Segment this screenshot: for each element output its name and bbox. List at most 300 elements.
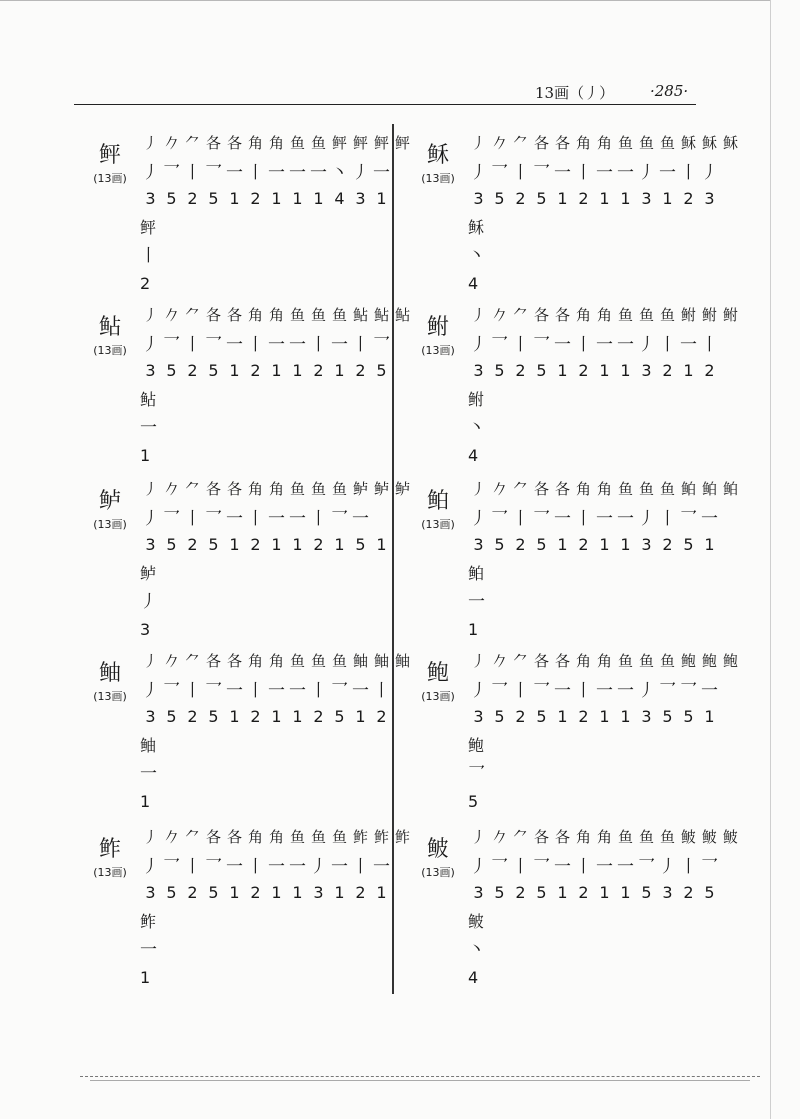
progression-step: 各: [205, 827, 221, 846]
stroke-order-grid: [468, 474, 741, 558]
stroke-shape: 一: [226, 856, 243, 877]
progression-step: 鱼: [617, 479, 633, 498]
stroke-number: 5: [355, 534, 366, 554]
stroke-shape: 丿: [638, 680, 655, 701]
stroke-number: 5: [166, 188, 177, 208]
stroke-shape: 一: [701, 680, 718, 701]
stroke-number: 2: [376, 706, 387, 726]
stroke-shape: 一: [617, 856, 634, 877]
headword-character: 鲌: [426, 489, 449, 514]
progression-step: 鱼: [331, 479, 347, 498]
dictionary-entry: [82, 474, 410, 644]
stroke-number-row: [468, 184, 741, 212]
stroke-shape: 丿: [638, 162, 655, 183]
progression-step: 各: [226, 651, 242, 670]
stroke-shape: 丿: [470, 680, 487, 701]
stroke-shape: 丨: [659, 334, 676, 355]
stroke-number: 2: [187, 706, 198, 726]
progression-step: 角: [247, 305, 263, 324]
progression-step: ⺈: [184, 479, 200, 498]
progression-step: 角: [575, 305, 591, 324]
progression-step: 各: [226, 827, 242, 846]
stroke-number: 3: [313, 882, 324, 902]
final-stroke-number: 1: [140, 968, 151, 987]
stroke-number: 1: [229, 706, 240, 726]
progression-step: 丿: [470, 133, 486, 152]
progression-step: 鱼: [617, 827, 633, 846]
final-stroke: [140, 560, 170, 644]
stroke-number: 1: [271, 706, 282, 726]
stroke-number: 1: [271, 188, 282, 208]
stroke-number: 1: [557, 534, 568, 554]
stroke-number: 5: [536, 882, 547, 902]
stroke-shape: 丿: [470, 856, 487, 877]
stroke-number: 1: [376, 534, 387, 554]
stroke-shape: 一: [226, 508, 243, 529]
stroke-number: 3: [145, 188, 156, 208]
stroke-number: 2: [250, 360, 261, 380]
headword-character: 鲊: [98, 837, 121, 862]
progression-step: 各: [205, 651, 221, 670]
dictionary-entry: [410, 128, 738, 298]
dictionary-entry: [82, 128, 410, 298]
progression-step: 鱼: [310, 827, 326, 846]
stroke-shape: 一: [268, 680, 285, 701]
stroke-number: 1: [229, 882, 240, 902]
stroke-number: 2: [515, 534, 526, 554]
stroke-shape: 一: [268, 856, 285, 877]
stroke-shape: 乛: [533, 334, 550, 355]
stroke-number: 2: [187, 360, 198, 380]
final-stroke-number: 4: [468, 274, 479, 293]
stroke-shape: 一: [226, 334, 243, 355]
stroke-shape: 丨: [352, 856, 369, 877]
stroke-number: 5: [536, 360, 547, 380]
progression-step: 鱼: [659, 305, 675, 324]
progression-step: ⺈: [512, 651, 528, 670]
stroke-shape: 丨: [512, 856, 529, 877]
progression-step: 鲆: [331, 133, 347, 152]
stroke-number: 2: [578, 706, 589, 726]
stroke-number: 5: [683, 534, 694, 554]
progression-step: 鲊: [352, 827, 368, 846]
progression-step: 鱼: [638, 305, 654, 324]
progression-step: 角: [596, 305, 612, 324]
stroke-shape: 乛: [491, 680, 508, 701]
stroke-shape: 丿: [142, 856, 159, 877]
stroke-shape: 丿: [470, 508, 487, 529]
progression-step: 角: [268, 305, 284, 324]
stroke-shape-row: [140, 502, 413, 530]
stroke-number: 2: [515, 882, 526, 902]
stroke-number: 2: [662, 360, 673, 380]
stroke-count-label: (13画): [421, 690, 455, 703]
dictionary-entry: [82, 646, 410, 816]
final-stroke: [468, 386, 498, 470]
stroke-shape: 乛: [163, 162, 180, 183]
stroke-number: 3: [145, 882, 156, 902]
stroke-shape: 乛: [205, 508, 222, 529]
stroke-shape: 一: [596, 162, 613, 183]
progression-step: 角: [247, 651, 263, 670]
stroke-number: 1: [620, 534, 631, 554]
progression-step: 鱼: [331, 305, 347, 324]
progression-step: 丿: [142, 479, 158, 498]
stroke-shape: 丿: [310, 856, 327, 877]
stroke-number: 1: [271, 534, 282, 554]
stroke-number: 2: [250, 188, 261, 208]
progression-step: ⺈: [512, 827, 528, 846]
stroke-number: 1: [334, 882, 345, 902]
stroke-shape: 丨: [247, 508, 264, 529]
progression-step: 鱼: [617, 133, 633, 152]
stroke-shape-row: [468, 502, 741, 530]
progression-step: 各: [533, 305, 549, 324]
progression-step: 各: [554, 133, 570, 152]
stroke-progression-row: [468, 474, 741, 502]
stroke-number: 5: [166, 706, 177, 726]
progression-step: 角: [247, 133, 263, 152]
stroke-number-row: [468, 878, 741, 906]
stroke-shape: 一: [680, 334, 697, 355]
footer-rule-secondary: [90, 1080, 750, 1081]
headword-character: 鲉: [98, 661, 121, 686]
headword-character: 鲍: [426, 661, 449, 686]
stroke-shape: 丨: [575, 680, 592, 701]
stroke-shape: 乛: [205, 856, 222, 877]
progression-step: 鱼: [659, 479, 675, 498]
stroke-number: 3: [641, 188, 652, 208]
stroke-number: 3: [641, 360, 652, 380]
stroke-progression-row: [140, 646, 413, 674]
final-character: 鲇: [140, 390, 157, 409]
final-character: 稣: [468, 218, 485, 237]
stroke-shape: 一: [289, 334, 306, 355]
stroke-number: 2: [515, 188, 526, 208]
final-stroke-number: 4: [468, 446, 479, 465]
final-character: 鲏: [468, 912, 485, 931]
progression-step: 鲉: [373, 651, 389, 670]
progression-step: ⺈: [512, 133, 528, 152]
stroke-shape: 丿: [142, 508, 159, 529]
progression-step: 𠂊: [163, 827, 179, 846]
progression-step: 鱼: [659, 651, 675, 670]
final-stroke-number: 2: [140, 274, 151, 293]
stroke-shape: 丨: [247, 856, 264, 877]
stroke-shape: 一: [373, 162, 390, 183]
progression-step: 各: [554, 479, 570, 498]
stroke-shape: 一: [289, 680, 306, 701]
progression-step: 鱼: [310, 479, 326, 498]
stroke-shape: 一: [596, 508, 613, 529]
stroke-number: 5: [494, 534, 505, 554]
stroke-number: 5: [166, 882, 177, 902]
progression-step: 鲏: [701, 827, 717, 846]
section-title: 13画（丿）: [535, 84, 615, 102]
stroke-shape: 丨: [310, 680, 327, 701]
stroke-number: 5: [334, 706, 345, 726]
stroke-shape: 乛: [659, 680, 676, 701]
stroke-shape: 乛: [680, 680, 697, 701]
stroke-progression-row: [140, 300, 413, 328]
stroke-number: 1: [271, 882, 282, 902]
progression-step: 角: [575, 651, 591, 670]
headword-character: 稣: [426, 143, 449, 168]
stroke-shape: 丨: [512, 508, 529, 529]
progression-step: 各: [554, 305, 570, 324]
stroke-shape: 丨: [659, 508, 676, 529]
stroke-number: 5: [166, 360, 177, 380]
stroke-number: 5: [208, 534, 219, 554]
final-stroke-shape: 一: [140, 418, 157, 438]
progression-step: 鲆: [373, 133, 389, 152]
headword-character: 鲇: [98, 315, 121, 340]
stroke-count-label: (13画): [421, 344, 455, 357]
stroke-number: 3: [145, 360, 156, 380]
final-character: 鲊: [140, 912, 157, 931]
stroke-shape-row: [468, 156, 741, 184]
final-stroke: [468, 908, 498, 992]
stroke-shape-row: [468, 328, 741, 356]
stroke-number: 5: [376, 360, 387, 380]
stroke-number: 1: [292, 706, 303, 726]
progression-step: 丿: [142, 133, 158, 152]
final-character: 鲈: [140, 564, 157, 583]
stroke-shape: 一: [352, 508, 369, 529]
stroke-shape-row: [140, 156, 413, 184]
progression-step: 各: [554, 651, 570, 670]
progression-step: 鲈: [373, 479, 389, 498]
stroke-shape-row: [140, 674, 413, 702]
final-character: 鲌: [468, 564, 485, 583]
progression-step: 鱼: [289, 651, 305, 670]
stroke-count-label: (13画): [421, 172, 455, 185]
stroke-number: 2: [313, 360, 324, 380]
stroke-shape: 乛: [491, 334, 508, 355]
stroke-shape: 一: [596, 856, 613, 877]
final-stroke-number: 1: [468, 620, 479, 639]
dictionary-entry: [410, 474, 738, 644]
final-stroke-shape: 丶: [468, 940, 485, 960]
stroke-order-grid: [140, 474, 413, 558]
stroke-number: 1: [292, 360, 303, 380]
progression-step: 角: [596, 827, 612, 846]
final-stroke-number: 5: [468, 792, 479, 811]
stroke-shape: 乛: [491, 508, 508, 529]
progression-step: 鲆: [352, 133, 368, 152]
stroke-number: 3: [473, 188, 484, 208]
progression-step: ⺈: [184, 827, 200, 846]
progression-step: 稣: [722, 133, 738, 152]
stroke-number: 1: [229, 534, 240, 554]
stroke-number: 1: [292, 188, 303, 208]
stroke-number: 5: [536, 188, 547, 208]
progression-step: 角: [268, 479, 284, 498]
stroke-shape: 丨: [575, 162, 592, 183]
stroke-shape: 一: [289, 508, 306, 529]
stroke-number: 2: [313, 534, 324, 554]
stroke-shape: 乛: [163, 856, 180, 877]
stroke-progression-row: [140, 822, 413, 850]
stroke-shape: 一: [617, 508, 634, 529]
stroke-number: 1: [599, 188, 610, 208]
progression-step: 鲍: [722, 651, 738, 670]
dictionary-entry: [82, 300, 410, 470]
stroke-shape: 丨: [701, 334, 718, 355]
progression-step: 鲇: [394, 305, 410, 324]
stroke-shape: 丨: [512, 680, 529, 701]
progression-step: 鱼: [310, 133, 326, 152]
stroke-shape: 丿: [659, 856, 676, 877]
progression-step: ⺈: [184, 305, 200, 324]
header-rule: [74, 104, 696, 105]
stroke-number: 1: [334, 534, 345, 554]
stroke-shape: 一: [554, 856, 571, 877]
stroke-number: 1: [599, 360, 610, 380]
stroke-shape: 一: [268, 508, 285, 529]
progression-step: 𠂊: [163, 479, 179, 498]
progression-step: 角: [268, 133, 284, 152]
running-head: [0, 82, 800, 104]
progression-step: 丿: [470, 651, 486, 670]
stroke-shape: 乛: [533, 508, 550, 529]
stroke-number: 5: [166, 534, 177, 554]
stroke-shape: 乛: [680, 508, 697, 529]
final-stroke: [468, 732, 498, 816]
progression-step: 鲌: [722, 479, 738, 498]
stroke-number: 3: [473, 882, 484, 902]
progression-step: 角: [596, 133, 612, 152]
progression-step: 各: [205, 479, 221, 498]
progression-step: 各: [533, 827, 549, 846]
stroke-shape: 一: [617, 334, 634, 355]
stroke-number: 3: [145, 706, 156, 726]
headword-character: 鲈: [98, 489, 121, 514]
stroke-number-row: [140, 878, 413, 906]
headword-character: 鲆: [98, 143, 121, 168]
stroke-progression-row: [468, 128, 741, 156]
stroke-shape: 一: [701, 508, 718, 529]
progression-step: 角: [247, 827, 263, 846]
progression-step: 丿: [470, 305, 486, 324]
progression-step: 鱼: [659, 133, 675, 152]
stroke-shape: 丨: [512, 334, 529, 355]
footer-rule: [80, 1076, 760, 1077]
progression-step: 鱼: [617, 651, 633, 670]
stroke-number-row: [468, 702, 741, 730]
stroke-progression-row: [468, 300, 741, 328]
stroke-number: 1: [376, 188, 387, 208]
stroke-number-row: [140, 702, 413, 730]
stroke-number: 1: [620, 188, 631, 208]
progression-step: 鲌: [701, 479, 717, 498]
stroke-number: 5: [208, 706, 219, 726]
progression-step: 鱼: [638, 133, 654, 152]
stroke-order-grid: [140, 128, 413, 212]
final-stroke-shape: 乛: [468, 764, 485, 784]
stroke-number: 3: [473, 706, 484, 726]
progression-step: 鱼: [289, 133, 305, 152]
stroke-number: 5: [208, 188, 219, 208]
progression-step: 鱼: [638, 479, 654, 498]
stroke-number: 1: [620, 882, 631, 902]
stroke-number: 2: [578, 188, 589, 208]
progression-step: 各: [205, 133, 221, 152]
stroke-number: 5: [494, 706, 505, 726]
progression-step: ⺈: [184, 651, 200, 670]
stroke-number: 4: [334, 188, 345, 208]
final-stroke-shape: 丨: [140, 246, 157, 266]
stroke-number: 2: [515, 706, 526, 726]
stroke-shape: 一: [352, 680, 369, 701]
stroke-shape: 一: [268, 334, 285, 355]
progression-step: 各: [533, 133, 549, 152]
stroke-shape: 一: [554, 508, 571, 529]
progression-step: 𠂊: [491, 479, 507, 498]
stroke-count-label: (13画): [93, 518, 127, 531]
progression-step: 鲈: [352, 479, 368, 498]
stroke-shape: 丨: [184, 508, 201, 529]
progression-step: 鱼: [331, 827, 347, 846]
stroke-number: 1: [334, 360, 345, 380]
stroke-shape-row: [140, 850, 413, 878]
final-stroke-number: 4: [468, 968, 479, 987]
final-stroke-shape: 丿: [140, 592, 157, 612]
progression-step: 丿: [142, 651, 158, 670]
progression-step: 各: [226, 305, 242, 324]
stroke-number: 1: [683, 360, 694, 380]
stroke-shape-row: [140, 328, 413, 356]
stroke-shape: 丨: [184, 334, 201, 355]
stroke-shape: 丨: [184, 856, 201, 877]
stroke-number-row: [468, 356, 741, 384]
progression-step: 丿: [142, 305, 158, 324]
progression-step: 鱼: [331, 651, 347, 670]
stroke-order-grid: [468, 646, 741, 730]
final-stroke-shape: 一: [140, 764, 157, 784]
stroke-number: 2: [187, 188, 198, 208]
progression-step: 角: [247, 479, 263, 498]
stroke-number: 1: [557, 188, 568, 208]
stroke-shape: 丿: [638, 508, 655, 529]
stroke-shape: 一: [554, 162, 571, 183]
stroke-shape: 一: [226, 162, 243, 183]
stroke-number: 2: [578, 360, 589, 380]
stroke-number: 5: [494, 360, 505, 380]
stroke-number: 1: [620, 360, 631, 380]
progression-step: 各: [226, 133, 242, 152]
final-character: 鲆: [140, 218, 157, 237]
final-stroke: [468, 560, 498, 644]
stroke-shape: 乛: [331, 680, 348, 701]
final-stroke-number: 1: [140, 792, 151, 811]
progression-step: 各: [533, 479, 549, 498]
stroke-number: 3: [355, 188, 366, 208]
stroke-number: 1: [292, 882, 303, 902]
stroke-shape: 丨: [310, 334, 327, 355]
page-edge-top: [0, 0, 770, 1]
progression-step: 鲆: [394, 133, 410, 152]
progression-step: ⺈: [184, 133, 200, 152]
stroke-progression-row: [140, 474, 413, 502]
stroke-order-grid: [468, 128, 741, 212]
stroke-shape: 一: [331, 334, 348, 355]
dictionary-entry: [410, 300, 738, 470]
stroke-number: 5: [704, 882, 715, 902]
final-stroke: [140, 732, 170, 816]
stroke-number: 2: [515, 360, 526, 380]
final-stroke-number: 3: [140, 620, 151, 639]
